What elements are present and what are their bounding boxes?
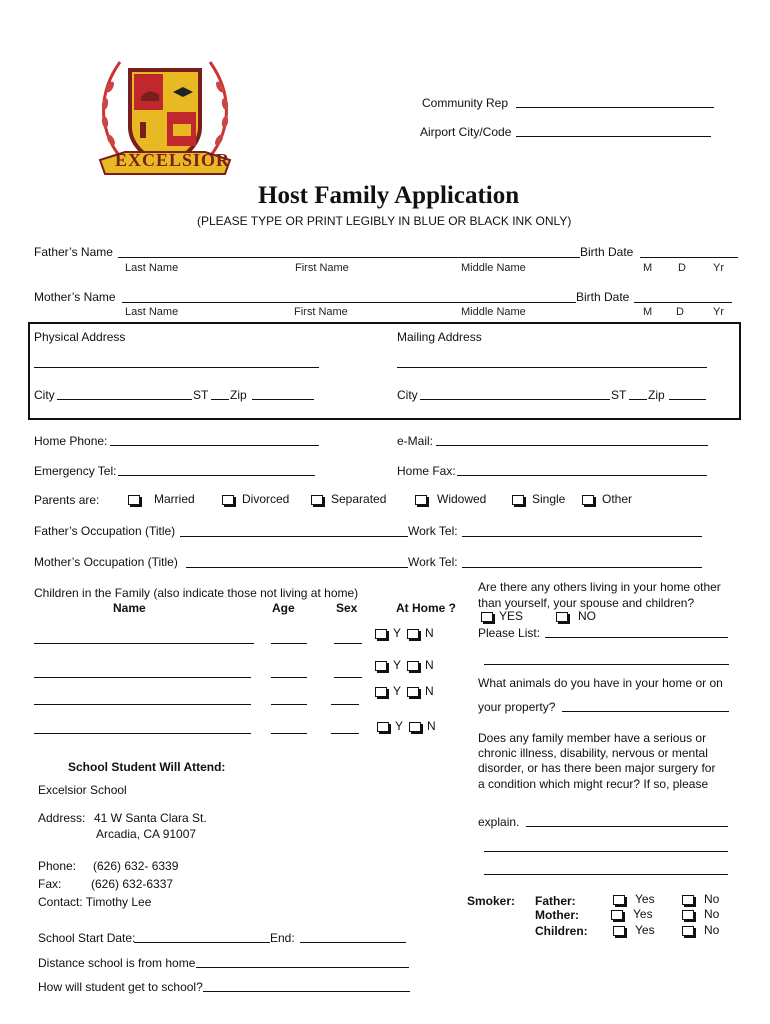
checkbox-icon[interactable] <box>407 629 419 639</box>
smoker-mother-label: Mother: <box>535 908 579 922</box>
yes-label: Y <box>393 684 402 698</box>
no-label: N <box>425 658 434 672</box>
work-tel-label: Work Tel: <box>408 524 458 538</box>
no-label: N <box>425 684 434 698</box>
checkbox-icon[interactable] <box>481 612 493 622</box>
child-sex-field[interactable] <box>331 704 359 705</box>
illness-question-3: disorder, or has there been major surgery for <box>478 761 716 775</box>
no-label: N <box>425 626 434 640</box>
school-address-line-2: Arcadia, CA 91007 <box>96 827 197 841</box>
home-phone-label: Home Phone: <box>34 434 108 448</box>
checkbox-icon[interactable] <box>613 895 625 905</box>
home-phone-field[interactable] <box>110 445 319 446</box>
checkbox-icon[interactable] <box>613 926 625 936</box>
month-caption: M <box>643 306 653 318</box>
subtitle: (PLEASE TYPE OR PRINT LEGIBLY IN BLUE OR BLACK INK ONLY) <box>197 214 572 228</box>
airport-field[interactable] <box>516 136 711 137</box>
zip-label: Zip <box>230 388 247 402</box>
last-name-caption: Last Name <box>125 306 179 318</box>
smoker-children-yes[interactable] <box>613 923 655 937</box>
day-caption: D <box>676 306 684 318</box>
how-field[interactable] <box>203 991 410 992</box>
option-label: Married <box>154 492 195 506</box>
checkbox-icon[interactable] <box>375 687 387 697</box>
children-name-header: Name <box>113 601 146 615</box>
father-occupation-field[interactable] <box>180 536 408 537</box>
distance-field[interactable] <box>196 967 409 968</box>
others-yes-option[interactable] <box>481 609 523 623</box>
yes-label: Yes <box>635 892 655 906</box>
checkbox-icon[interactable] <box>407 687 419 697</box>
checkbox-icon[interactable] <box>377 722 389 732</box>
community-rep-field[interactable] <box>516 107 714 108</box>
month-caption: M <box>643 262 653 274</box>
child-name-field[interactable] <box>34 677 251 678</box>
please-list-label: Please List: <box>478 626 541 640</box>
school-end-field[interactable] <box>300 942 406 943</box>
mailing-city-field[interactable] <box>420 399 610 400</box>
others-question: Are there any others living in your home other <box>478 580 721 594</box>
school-phone-label: Phone: <box>38 859 77 873</box>
checkbox-icon[interactable] <box>128 495 140 505</box>
school-start-date-field[interactable] <box>134 942 270 943</box>
father-occupation-label: Father’s Occupation (Title) <box>34 524 176 538</box>
no-label: No <box>704 907 720 921</box>
no-label: No <box>704 923 720 937</box>
please-list-field-2[interactable] <box>484 664 729 665</box>
explain-field-2[interactable] <box>484 851 728 852</box>
animals-field[interactable] <box>562 711 729 712</box>
child-sex-field[interactable] <box>331 733 359 734</box>
home-fax-label: Home Fax: <box>397 464 456 478</box>
child-sex-field[interactable] <box>334 677 362 678</box>
day-caption: D <box>678 262 686 274</box>
checkbox-icon[interactable] <box>407 661 419 671</box>
checkbox-icon[interactable] <box>375 661 387 671</box>
smoker-mother-no[interactable] <box>682 907 719 921</box>
parents-option-other[interactable] <box>582 492 632 506</box>
parents-option-single[interactable] <box>512 492 565 506</box>
page-title: Host Family Application <box>258 182 520 209</box>
yes-label: YES <box>499 609 524 623</box>
child-name-field[interactable] <box>34 733 251 734</box>
mailing-address-field[interactable] <box>397 367 707 368</box>
distance-label: Distance school is from home <box>38 956 196 970</box>
checkbox-icon[interactable] <box>311 495 323 505</box>
children-age-header: Age <box>272 601 295 615</box>
parents-option-separated[interactable] <box>311 492 386 506</box>
smoker-label: Smoker: <box>467 894 516 908</box>
checkbox-icon[interactable] <box>682 926 694 936</box>
address-box <box>28 322 741 420</box>
child-at-home[interactable] <box>375 658 434 672</box>
explain-field[interactable] <box>526 826 728 827</box>
illness-question-4: a condition which might recur? If so, please <box>478 777 709 791</box>
checkbox-icon[interactable] <box>415 495 427 505</box>
option-label: Separated <box>331 492 387 506</box>
father-birth-label: Birth Date <box>580 245 634 259</box>
option-label: Divorced <box>242 492 290 506</box>
child-age-field[interactable] <box>271 677 307 678</box>
checkbox-icon[interactable] <box>375 629 387 639</box>
physical-city-field[interactable] <box>57 399 192 400</box>
smoker-mother-yes[interactable] <box>611 907 653 921</box>
parents-option-married[interactable] <box>128 492 195 506</box>
checkbox-icon[interactable] <box>556 612 568 622</box>
smoker-children-label: Children: <box>535 924 588 938</box>
yes-label: Y <box>393 626 402 640</box>
mother-name-label: Mother’s Name <box>34 290 116 304</box>
how-label: How will student get to school? <box>38 980 203 994</box>
option-label: Single <box>532 492 566 506</box>
checkbox-icon[interactable] <box>409 722 421 732</box>
others-question-2: than yourself, your spouse and children? <box>478 596 695 610</box>
school-heading: School Student Will Attend: <box>68 760 226 774</box>
work-tel-label: Work Tel: <box>408 555 458 569</box>
mother-name-field[interactable] <box>122 302 576 303</box>
child-age-field[interactable] <box>271 704 307 705</box>
airport-label: Airport City/Code <box>420 125 512 139</box>
animals-question: What animals do you have in your home or on <box>478 676 723 690</box>
smoker-father-yes[interactable] <box>613 892 655 906</box>
home-fax-field[interactable] <box>457 475 707 476</box>
mother-work-tel-field[interactable] <box>462 567 702 568</box>
physical-zip-field[interactable] <box>252 399 314 400</box>
physical-address-label: Physical Address <box>34 330 126 344</box>
state-label: ST <box>611 388 627 402</box>
school-name: Excelsior School <box>38 783 127 797</box>
father-birth-field[interactable] <box>640 257 738 258</box>
checkbox-icon[interactable] <box>582 495 594 505</box>
parents-option-divorced[interactable] <box>222 492 289 506</box>
school-phone: (626) 632- 6339 <box>93 859 179 873</box>
illness-question-2: chronic illness, disability, nervous or mental <box>478 746 708 760</box>
zip-label: Zip <box>648 388 665 402</box>
checkbox-icon[interactable] <box>512 495 524 505</box>
email-label: e-Mail: <box>397 434 434 448</box>
checkbox-icon[interactable] <box>682 895 694 905</box>
father-work-tel-field[interactable] <box>462 536 702 537</box>
first-name-caption: First Name <box>295 262 349 274</box>
email-field[interactable] <box>436 445 708 446</box>
yes-label: Yes <box>633 907 653 921</box>
children-at-home-header: At Home ? <box>396 601 456 615</box>
physical-address-field[interactable] <box>34 367 319 368</box>
no-label: N <box>427 719 436 733</box>
smoker-father-label: Father: <box>535 894 576 908</box>
first-name-caption: First Name <box>294 306 348 318</box>
logo-text: EXCELSIOR <box>115 150 231 170</box>
yes-label: Y <box>393 658 402 672</box>
explain-label: explain. <box>478 815 520 829</box>
smoker-children-no[interactable] <box>682 923 719 937</box>
no-label: NO <box>578 609 596 623</box>
child-at-home[interactable] <box>377 719 436 733</box>
smoker-father-no[interactable] <box>682 892 719 906</box>
child-age-field[interactable] <box>271 643 307 644</box>
school-start-date-label: School Start Date: <box>38 931 136 945</box>
checkbox-icon[interactable] <box>611 910 623 920</box>
emergency-tel-field[interactable] <box>118 475 315 476</box>
father-name-label: Father’s Name <box>34 245 113 259</box>
middle-name-caption: Middle Name <box>461 306 526 318</box>
physical-state-field[interactable] <box>211 399 229 400</box>
father-name-field[interactable] <box>118 257 580 258</box>
year-caption: Yr <box>713 306 724 318</box>
city-label: City <box>34 388 55 402</box>
checkbox-icon[interactable] <box>222 495 234 505</box>
option-label: Other <box>602 492 633 506</box>
mailing-state-field[interactable] <box>629 399 647 400</box>
mother-occupation-label: Mother’s Occupation (Title) <box>34 555 178 569</box>
property-label: your property? <box>478 700 556 714</box>
community-rep-label: Community Rep <box>422 96 509 110</box>
excelsior-logo <box>85 42 245 192</box>
illness-question-1: Does any family member have a serious or <box>478 731 707 745</box>
child-age-field[interactable] <box>271 733 307 734</box>
checkbox-icon[interactable] <box>682 910 694 920</box>
please-list-field[interactable] <box>545 637 728 638</box>
children-sex-header: Sex <box>336 601 358 615</box>
no-label: No <box>704 892 720 906</box>
mailing-zip-field[interactable] <box>669 399 706 400</box>
school-address-line-1: 41 W Santa Clara St. <box>94 811 207 825</box>
yes-label: Yes <box>635 923 655 937</box>
child-name-field[interactable] <box>34 643 254 644</box>
child-at-home[interactable] <box>375 626 434 640</box>
option-label: Widowed <box>437 492 487 506</box>
mother-birth-label: Birth Date <box>576 290 630 304</box>
parents-option-widowed[interactable] <box>415 492 486 506</box>
yes-label: Y <box>395 719 404 733</box>
mother-occupation-field[interactable] <box>186 567 408 568</box>
mother-birth-field[interactable] <box>634 302 732 303</box>
parents-are-label: Parents are: <box>34 493 100 507</box>
others-no-option[interactable] <box>556 609 596 623</box>
city-label: City <box>397 388 418 402</box>
middle-name-caption: Middle Name <box>461 262 526 274</box>
school-contact: Contact: Timothy Lee <box>38 895 152 909</box>
school-end-label: End: <box>270 931 295 945</box>
explain-field-3[interactable] <box>484 874 728 875</box>
school-address-label: Address: <box>38 811 86 825</box>
school-fax-label: Fax: <box>38 877 62 891</box>
children-heading: Children in the Family (also indicate those not living at home) <box>34 586 359 600</box>
child-name-field[interactable] <box>34 704 251 705</box>
school-fax: (626) 632-6337 <box>91 877 174 891</box>
child-sex-field[interactable] <box>334 643 362 644</box>
emergency-tel-label: Emergency Tel: <box>34 464 117 478</box>
last-name-caption: Last Name <box>125 262 179 274</box>
mailing-address-label: Mailing Address <box>397 330 482 344</box>
child-at-home[interactable] <box>375 684 434 698</box>
year-caption: Yr <box>713 262 724 274</box>
state-label: ST <box>193 388 209 402</box>
